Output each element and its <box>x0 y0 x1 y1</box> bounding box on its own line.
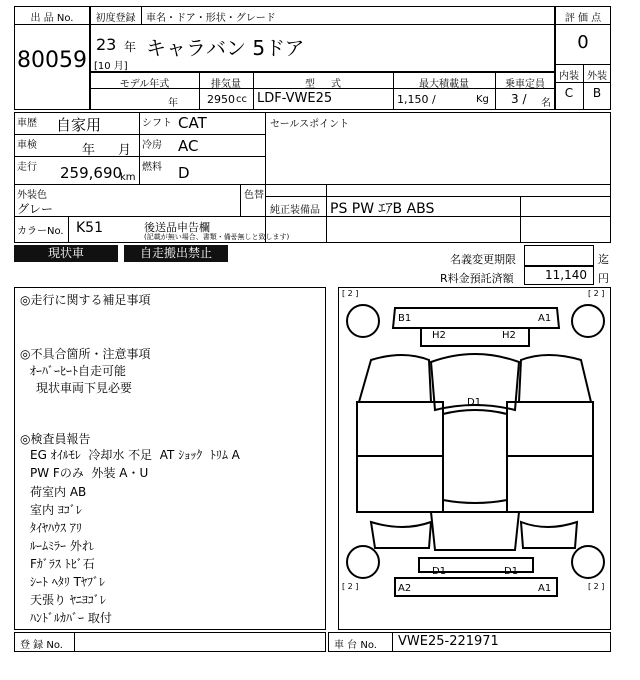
mileage-value: 259,690 <box>60 164 123 182</box>
damage-a2: A2 <box>398 583 412 594</box>
inspector-line: PW Fのみ 外装 A・U <box>30 466 149 480</box>
color-no-label: カラーNo. <box>17 226 64 237</box>
model-label: 型 式 <box>305 79 341 90</box>
damage-h2-right: H2 <box>502 330 516 341</box>
inspection-month-unit: 月 <box>118 143 132 158</box>
aftermarket-note: (記載が無い場合、書類・備품無しと致します) <box>144 233 290 241</box>
displacement-label: 排気量 <box>211 79 241 90</box>
max-load-label: 最大積載量 <box>419 79 469 90</box>
inspector-title: ◎検査員報告 <box>20 432 91 446</box>
mileage-unit: km <box>120 172 136 183</box>
corner-tl: [ 2 ] <box>342 289 359 298</box>
displacement-unit: cc <box>236 94 247 105</box>
car-name-label: 車名・ドア・形状・グレード <box>146 13 276 24</box>
name-change-box <box>524 245 594 266</box>
reg-month: [10 月] <box>94 61 128 72</box>
fuel-value: D <box>178 164 190 182</box>
history-label: 車歴 <box>17 118 37 129</box>
max-load: 1,150 / <box>397 93 436 106</box>
car-name: キャラバン 5ドア <box>146 36 305 60</box>
recycle-label: R料金預託済額 <box>440 272 514 285</box>
max-load-unit: Kg <box>476 94 489 105</box>
repaint-label: 色替 <box>244 190 264 201</box>
ext-color-label: 外装色 <box>17 190 47 201</box>
damage-h2-left: H2 <box>432 330 446 341</box>
inspector-line: ﾙｰﾑﾐﾗｰ 外れ <box>30 539 94 553</box>
corner-br: [ 2 ] <box>588 582 605 591</box>
model-code: LDF-VWE25 <box>257 91 333 106</box>
score-label: 評 価 点 <box>564 13 602 24</box>
ext-color-value: グレー <box>17 202 54 216</box>
driving-notes-title: ◎走行に関する補足事項 <box>20 293 151 307</box>
reg-no-label: 登 録 No. <box>20 640 63 651</box>
exterior-label: 外装 <box>587 71 607 82</box>
capacity-unit: 名 <box>541 98 551 109</box>
defect-line: ｵｰﾊﾞｰﾋｰﾄ自走可能 <box>30 364 127 378</box>
interior-grade: C <box>564 86 574 100</box>
exterior-grade: B <box>592 86 602 100</box>
chassis-label: 車 台 No. <box>334 640 377 651</box>
chassis-number: VWE25-221971 <box>398 634 499 649</box>
damage-b1: B1 <box>398 313 412 324</box>
damage-a1-bottom: A1 <box>538 583 552 594</box>
first-reg-label: 初度登録 <box>95 13 136 24</box>
fuel-label: 燃料 <box>142 162 162 173</box>
displacement: 2950 <box>207 93 235 106</box>
corner-tr: [ 2 ] <box>588 289 605 298</box>
equipment-value: PS PW ｴｱB ABS <box>330 201 435 217</box>
color-no-value: K51 <box>76 220 103 236</box>
name-change-unit: 迄 <box>598 253 609 266</box>
capacity-label: 乗車定員 <box>505 79 545 90</box>
defect-line: 現状車両下見必要 <box>36 381 133 395</box>
as-is-badge: 現状車 <box>14 245 118 262</box>
corner-bl: [ 2 ] <box>342 582 359 591</box>
no-self-drive-badge: 自走搬出禁止 <box>124 245 228 262</box>
inspector-line: ﾀｲﾔﾊｳｽ ｱﾘ <box>30 521 82 535</box>
ac-value: AC <box>178 137 199 155</box>
interior-label: 内装 <box>559 71 579 82</box>
inspector-line: ﾊﾝﾄﾞﾙｶﾊﾞｰ 取付 <box>30 611 112 625</box>
equipment-label: 純正装備品 <box>270 205 320 216</box>
inspection-label: 車検 <box>17 140 37 151</box>
damage-d1-right: D1 <box>504 566 519 577</box>
name-change-label: 名義変更期限 <box>450 253 516 266</box>
inspector-line: 荷室内 AB <box>30 485 87 499</box>
inspector-line: Fｶﾞﾗｽ ﾄﾋﾞ石 <box>30 557 95 571</box>
model-year-unit: 年 <box>168 98 178 109</box>
lot-number: 80059 <box>17 48 87 73</box>
recycle-unit: 円 <box>598 272 609 285</box>
history-value: 自家用 <box>56 116 102 134</box>
damage-a1-top: A1 <box>538 313 552 324</box>
score-value: 0 <box>577 32 589 53</box>
inspector-line: EG ｵｲﾙﾓﾚ 冷却水 不足 AT ｼｮｯｸ ﾄﾘﾑ A <box>30 448 240 462</box>
sales-point-label: セールスポイント <box>270 119 350 130</box>
reg-year: 23 <box>96 35 117 54</box>
inspection-year-unit: 年 <box>82 143 96 158</box>
shift-label: シフト <box>142 118 172 129</box>
shift-value: CAT <box>178 114 207 132</box>
lot-label: 出 品 No. <box>30 13 74 24</box>
damage-d1-center: D1 <box>467 397 482 408</box>
ac-label: 冷房 <box>142 140 162 151</box>
aftermarket-label: 後送品申告欄 <box>144 221 210 234</box>
inspector-line: ｼｰﾄ ﾍﾀﾘ Tﾔﾌﾞﾚ <box>30 575 105 589</box>
damage-d1-left: D1 <box>432 566 447 577</box>
car-outline-icon <box>339 288 612 631</box>
inspector-line: 室内 ﾖｺﾞﾚ <box>30 503 82 517</box>
model-year-label: モデル年式 <box>119 79 170 90</box>
capacity: 3 / <box>511 92 527 106</box>
damage-diagram <box>338 287 611 630</box>
reg-year-unit: 年 <box>124 40 137 54</box>
inspector-line: 天張り ﾔﾆﾖｺﾞﾚ <box>30 593 106 607</box>
mileage-label: 走行 <box>17 162 37 173</box>
recycle-fee: 11,140 <box>545 268 587 282</box>
defects-title: ◎不具合箇所・注意事項 <box>20 347 151 361</box>
